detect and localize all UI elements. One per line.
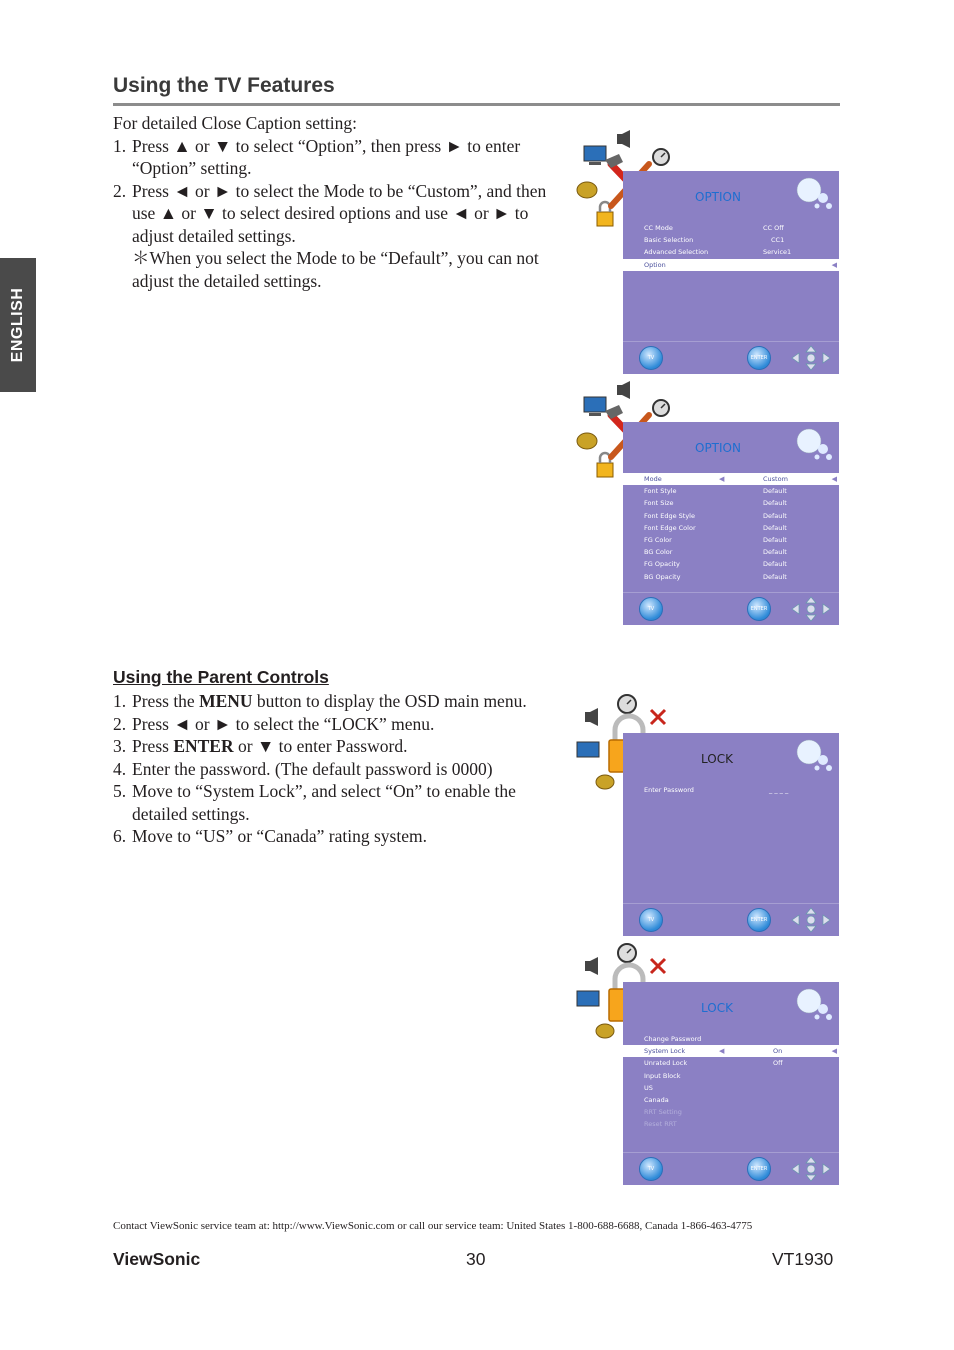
arrow-left-icon: ◀ xyxy=(831,260,837,269)
parent-steps xyxy=(113,690,569,848)
tv-menu-button[interactable]: TV MENU xyxy=(639,908,663,932)
osd-lock-password-screen xyxy=(575,690,839,945)
osd-footer xyxy=(623,341,839,383)
osd-row[interactable]: Unrated Lock Off xyxy=(644,1059,783,1068)
bubbles-icon xyxy=(795,176,837,212)
cc-step: 2. Press ◄ or ► to select the Mode to be “Custom”, and then use ▲ or ▼ to select desired options and use ◄ or ► to adjust detailed settings. xyxy=(113,180,547,246)
osd-panel xyxy=(623,982,839,1194)
satellite-icon xyxy=(596,1024,614,1038)
speaker-icon xyxy=(585,957,598,975)
nav-arrows-icon[interactable] xyxy=(791,1156,831,1182)
speaker-icon xyxy=(585,708,598,726)
satellite-icon xyxy=(577,182,597,198)
osd-row[interactable]: US xyxy=(644,1083,653,1092)
nav-arrows-icon[interactable] xyxy=(791,345,831,371)
tv-menu-button[interactable]: TV MENU xyxy=(639,597,663,621)
osd-row[interactable]: FG Opacity Default xyxy=(644,560,787,569)
osd-row-selected[interactable]: Mode ◀ Custom ◀ xyxy=(623,473,839,485)
monitor-icon xyxy=(577,742,599,757)
osd-panel xyxy=(623,171,839,383)
monitor-icon xyxy=(584,146,606,161)
enter-button[interactable]: ENTER xyxy=(747,908,771,932)
osd-row[interactable]: CC Mode CC Off xyxy=(644,224,784,232)
osd-row[interactable]: FG Color Default xyxy=(644,535,787,544)
osd-footer xyxy=(623,1152,839,1194)
bubbles-icon xyxy=(795,738,837,774)
contact-info: Contact ViewSonic service team at: http://www.ViewSonic.com or call our service team: United States 1-800-688-6688, Canada 1-866-463-4775 xyxy=(113,1220,753,1232)
osd-rows xyxy=(623,784,839,796)
parent-step: 2. Press ◄ or ► to select the “LOCK” menu. xyxy=(113,713,435,734)
cc-steps xyxy=(113,135,569,248)
osd-rows xyxy=(623,473,839,583)
cc-note: ＊When you select the Mode to be “Default”, you can not adjust the detailed settings. xyxy=(132,248,539,291)
cc-step: 1. Press ▲ or ▼ to select “Option”, then press ► to enter “Option” setting. xyxy=(113,135,521,178)
osd-row[interactable]: Font Size Default xyxy=(644,499,787,508)
cc-instructions xyxy=(113,112,569,292)
nav-arrows-icon[interactable] xyxy=(791,596,831,622)
osd-option-custom-screen xyxy=(575,379,839,634)
bubbles-icon xyxy=(795,427,837,463)
monitor-icon xyxy=(584,397,606,412)
arrow-left-icon: ◀ xyxy=(831,1047,837,1056)
tools-icon xyxy=(651,710,665,724)
enter-button[interactable]: ENTER xyxy=(747,597,771,621)
osd-row-disabled: RRT Setting xyxy=(644,1108,682,1117)
osd-title: LOCK xyxy=(701,752,733,766)
enter-button[interactable]: ENTER xyxy=(747,346,771,370)
osd-row[interactable]: BG Opacity Default xyxy=(644,572,787,581)
speaker-icon xyxy=(617,381,630,399)
osd-row-selected[interactable]: System Lock ◀ On ◀ xyxy=(623,1045,839,1057)
osd-footer xyxy=(623,592,839,634)
satellite-icon xyxy=(596,775,614,789)
arrow-left-icon: ◀ xyxy=(719,475,725,483)
bubbles-icon xyxy=(795,987,837,1023)
osd-panel xyxy=(623,733,839,945)
arrow-left-icon: ◀ xyxy=(719,1047,725,1056)
tools-icon xyxy=(651,959,665,973)
cc-intro: For detailed Close Caption setting: xyxy=(113,113,358,133)
osd-row[interactable]: Input Block xyxy=(644,1071,681,1080)
osd-footer xyxy=(623,903,839,945)
parent-step: 1. Press the MENU button to display the OSD main menu. xyxy=(113,691,527,711)
osd-row[interactable]: Change Password xyxy=(644,1035,702,1043)
speaker-icon xyxy=(617,130,630,148)
osd-row[interactable]: Font Style Default xyxy=(644,487,787,496)
parent-step: 3. Press ENTER or ▼ to enter Password. xyxy=(113,736,408,756)
osd-row[interactable]: Font Edge Color Default xyxy=(644,523,787,532)
osd-option-screen xyxy=(575,128,839,383)
enter-button[interactable]: ENTER xyxy=(747,1157,771,1181)
osd-panel xyxy=(623,422,839,634)
osd-row[interactable]: Canada xyxy=(644,1095,669,1104)
parent-step: 4. Enter the password. (The default password is 0000) xyxy=(113,758,493,779)
tv-menu-button[interactable]: TV MENU xyxy=(639,1157,663,1181)
arrow-left-icon: ◀ xyxy=(831,475,837,483)
lock-icon xyxy=(597,212,613,226)
parent-step: 5. Move to “System Lock”, and select “On” to enable the detailed settings. xyxy=(113,781,516,824)
parent-instructions xyxy=(113,690,569,848)
title-rule xyxy=(113,103,840,106)
osd-title: LOCK xyxy=(701,1001,733,1015)
osd-title: OPTION xyxy=(695,190,741,204)
nav-arrows-icon[interactable] xyxy=(791,907,831,933)
satellite-icon xyxy=(577,433,597,449)
osd-row-selected[interactable]: Option ◀ xyxy=(623,259,839,271)
monitor-icon xyxy=(577,991,599,1006)
lock-icon xyxy=(597,463,613,477)
page-number: 30 xyxy=(466,1249,486,1269)
osd-row[interactable]: Advanced Selection Service1 xyxy=(644,248,792,257)
model-number: VT1930 xyxy=(772,1249,834,1269)
osd-row[interactable]: Basic Selection CC1 xyxy=(644,236,785,245)
osd-lock-menu-screen xyxy=(575,939,839,1194)
tv-menu-button[interactable]: TV MENU xyxy=(639,346,663,370)
parent-step: 6. Move to “US” or “Canada” rating system. xyxy=(113,826,427,846)
osd-row[interactable]: Enter Password _ _ _ _ xyxy=(644,786,789,794)
section-title: Using the TV Features xyxy=(113,74,335,97)
osd-rows xyxy=(623,222,839,271)
language-tab xyxy=(0,258,36,392)
osd-row-disabled: Reset RRT xyxy=(644,1120,677,1129)
brand-name: ViewSonic xyxy=(113,1249,201,1269)
osd-row[interactable]: BG Color Default xyxy=(644,548,787,557)
language-tab-label: ENGLISH xyxy=(9,287,26,363)
parent-controls-heading: Using the Parent Controls xyxy=(113,667,329,687)
osd-rows xyxy=(623,1033,839,1131)
osd-title: OPTION xyxy=(695,441,741,455)
osd-row[interactable]: Font Edge Style Default xyxy=(644,511,787,520)
